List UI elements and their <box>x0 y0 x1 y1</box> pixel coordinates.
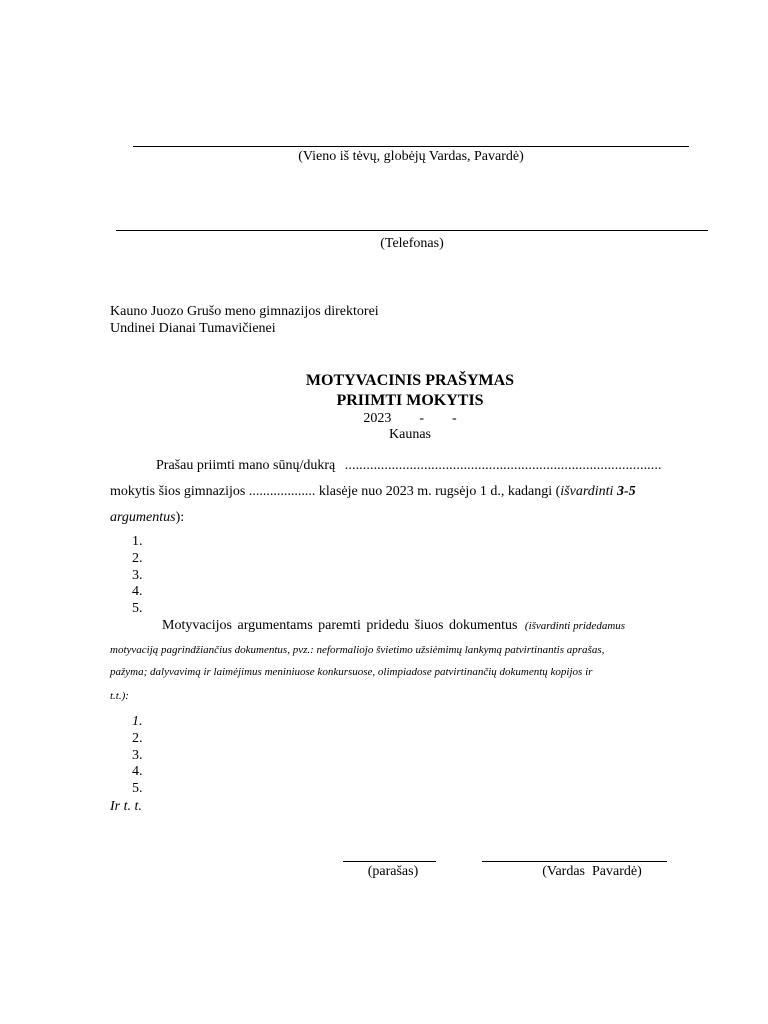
motivation-instruction-1: (išvardinti pridedamus <box>524 620 626 632</box>
list-instruction-text: išvardinti <box>560 484 617 499</box>
motivation-instruction-3: pažyma; dalyvavimą ir laimėjimus meniniuose konkursuose, olimpiadose patvirtinančių dokumentų kopijos ir <box>110 666 593 678</box>
list-item: 3. <box>132 747 143 763</box>
parent-name-line <box>133 146 689 147</box>
list-item: 4. <box>132 764 143 780</box>
request-dots: ........................................................................................ <box>344 458 662 473</box>
list-item: 5. <box>132 601 143 617</box>
list-item: 2. <box>132 550 143 566</box>
request-line <box>156 458 662 474</box>
grade-text: mokytis šios gimnazijos <box>110 484 246 499</box>
addressee-line-2: Undinei Dianai Tumavičienei <box>110 321 276 336</box>
motivation-instruction-4: t.t.): <box>110 690 129 702</box>
list-item: 3. <box>132 567 143 583</box>
motivation-instruction-2: motyvaciją pagrindžiančius dokumentus, pvz.: neformaliojo švietimo užsiėmimų lankymą patvirtinantis aprašas, <box>110 644 605 656</box>
arguments-end: ): <box>175 510 185 525</box>
addressee-line-1: Kauno Juozo Grušo meno gimnazijos direktorei <box>110 304 379 319</box>
phone-caption: (Telefonas) <box>380 236 444 251</box>
document-city: Kaunas <box>389 427 431 442</box>
signature-caption: (parašas) <box>367 864 419 879</box>
request-line-2 <box>110 484 714 500</box>
full-name-caption: (Vardas Pavardė) <box>542 864 642 879</box>
argument-count-text: 3-5 <box>616 484 636 499</box>
full-name-line <box>482 861 667 862</box>
etc-text: Ir t. t. <box>110 799 142 814</box>
motivation-line-1 <box>162 618 625 634</box>
list-item: 2. <box>132 730 143 746</box>
document-subtitle: PRIIMTI MOKYTIS <box>336 392 484 409</box>
list-item: 4. <box>132 584 143 600</box>
list-item: 5. <box>132 781 143 797</box>
date-reason-text: klasėje nuo 2023 m. rugsėjo 1 d., kadangi ( <box>318 484 561 499</box>
grade-dots: ................... <box>248 484 316 499</box>
document-date: 2023 - - <box>363 411 457 426</box>
phone-line <box>116 230 708 231</box>
request-line-3 <box>110 510 184 526</box>
document-title: MOTYVACINIS PRAŠYMAS <box>305 372 515 389</box>
motivation-text: Motyvacijos argumentams paremti pridedu šiuos dokumentus <box>162 618 518 633</box>
parent-name-caption: (Vieno iš tėvų, globėjų Vardas, Pavardė) <box>298 149 524 164</box>
arguments-text: argumentus <box>110 510 176 525</box>
request-text: Prašau priimti mano sūnų/dukrą <box>156 458 336 473</box>
signature-line <box>343 861 436 862</box>
arguments-list <box>132 534 143 618</box>
list-item: 1. <box>132 534 143 549</box>
documents-list <box>132 714 143 798</box>
list-item: 1. <box>132 714 143 729</box>
